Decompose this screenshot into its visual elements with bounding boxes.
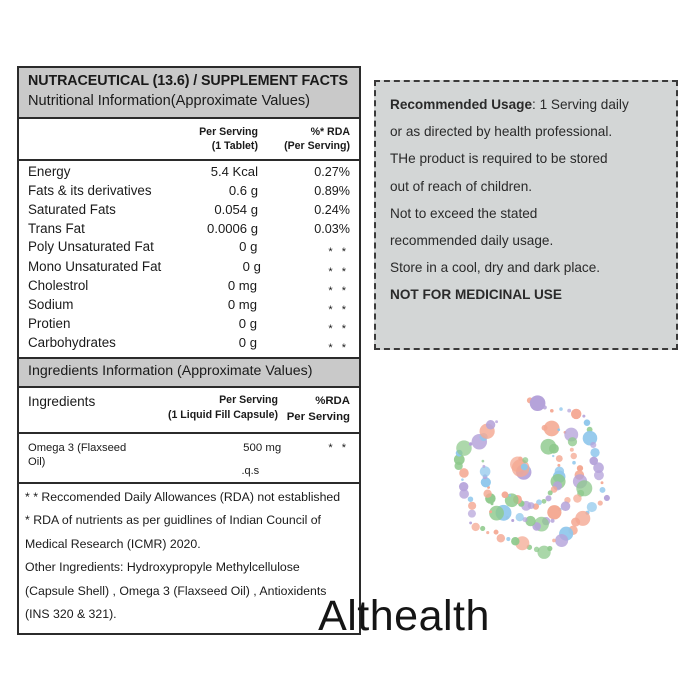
ingredients-header-rda-line1: %RDA bbox=[315, 394, 350, 407]
usage-line: THe product is required to be stored bbox=[390, 151, 608, 167]
nutrient-rda: 0.27% bbox=[314, 165, 350, 180]
ingredients-header-serving-line1: Per Serving bbox=[219, 393, 278, 406]
nutrient-rda: 0.24% bbox=[314, 202, 350, 217]
usage-line: or as directed by health professional. bbox=[390, 124, 613, 140]
nutrient-serving: 0.054 g bbox=[214, 201, 258, 217]
column-header-serving bbox=[154, 125, 258, 154]
footnote-line: Other Ingredients: Hydroxypropyle Methylcellulose bbox=[25, 560, 300, 575]
footnote-line: Medical Research (ICMR) 2020. bbox=[25, 536, 201, 551]
nutrient-rda: * * bbox=[328, 342, 349, 355]
usage-warning: NOT FOR MEDICINAL USE bbox=[390, 287, 562, 303]
table-row bbox=[28, 334, 350, 353]
column-header-name bbox=[28, 125, 154, 154]
nutrient-name: Sodium bbox=[28, 296, 74, 312]
ingredients-header-rda-line2: Per Serving bbox=[286, 411, 350, 424]
nutrient-rda: * * bbox=[328, 246, 349, 259]
nutrient-serving: 0 g bbox=[242, 258, 261, 274]
footnote-line: * * Reccomended Daily Allowances (RDA) not established bbox=[25, 489, 341, 504]
nutrient-rda: * * bbox=[328, 303, 349, 316]
usage-label: Recommended Usage bbox=[390, 97, 533, 112]
table-row bbox=[28, 181, 350, 200]
table-row bbox=[28, 238, 350, 257]
facts-title: NUTRACEUTICAL (13.6) / SUPPLEMENT FACTS bbox=[28, 73, 348, 89]
nutrition-column-header bbox=[19, 119, 359, 161]
column-header-rda bbox=[258, 125, 350, 154]
column-header-serving-line1: Per Serving bbox=[199, 126, 258, 139]
brand-name: Althealth bbox=[318, 592, 490, 640]
nutrient-rda: 0.89% bbox=[314, 184, 350, 199]
nutrient-serving: 5.4 Kcal bbox=[210, 164, 258, 180]
ingredients-header-serving-line2: (1 Liquid Fill Capsule) bbox=[167, 409, 278, 422]
nutrient-name: Cholestrol bbox=[28, 277, 89, 293]
ingredients-header-rda bbox=[278, 393, 350, 426]
nutrient-rda: * * bbox=[328, 265, 349, 278]
nutrient-name: Fats & its derivatives bbox=[28, 183, 152, 199]
ingredient-name: Omega 3 (Flaxseed Oil) bbox=[28, 441, 127, 469]
column-header-rda-line1: %* RDA bbox=[310, 126, 350, 139]
nutrient-rda: * * bbox=[328, 284, 349, 297]
ingredients-header-serving bbox=[128, 393, 278, 426]
usage-line: Store in a cool, dry and dark place. bbox=[390, 260, 601, 276]
hex-spiral-dots-icon bbox=[433, 392, 623, 564]
ingredient-serving-value: 500 mg bbox=[243, 441, 282, 454]
nutrient-serving: 0 g bbox=[239, 239, 258, 255]
table-row bbox=[28, 315, 350, 334]
usage-line: out of reach of children. bbox=[390, 178, 533, 194]
nutrient-serving: 0.6 g bbox=[228, 183, 258, 199]
nutrient-name: Mono Unsaturated Fat bbox=[28, 258, 162, 274]
nutrient-serving: 0 mg bbox=[227, 296, 257, 312]
nutrition-rows bbox=[19, 161, 359, 357]
nutrient-name: Energy bbox=[28, 164, 71, 180]
ingredients-label: Ingredients bbox=[28, 393, 96, 409]
nutrient-name: Trans Fat bbox=[28, 220, 85, 236]
footnote-line: * RDA of nutrients as per guidlines of Indian Council of bbox=[25, 513, 321, 528]
ingredients-header-band: Ingredients Information (Approximate Values) bbox=[19, 357, 359, 388]
facts-subtitle: Nutritional Information(Approximate Values) bbox=[28, 92, 310, 109]
usage-lead-line bbox=[390, 96, 663, 114]
nutrient-name: Protien bbox=[28, 316, 71, 332]
table-row bbox=[28, 257, 350, 276]
facts-header-band bbox=[19, 68, 359, 119]
table-row bbox=[28, 276, 350, 295]
usage-label-rest: : 1 Serving daily bbox=[532, 97, 629, 112]
ingredient-serving bbox=[140, 441, 281, 478]
nutrient-name: Carbohydrates bbox=[28, 335, 116, 351]
nutrient-serving: 0.0006 g bbox=[207, 220, 258, 236]
recommended-usage-box bbox=[374, 80, 678, 350]
footnote-line: (INS 320 & 321). bbox=[25, 607, 117, 622]
nutrient-name: Saturated Fats bbox=[28, 201, 116, 217]
ingredient-serving-qs: .q.s bbox=[241, 464, 260, 477]
nutrient-rda: * * bbox=[328, 323, 349, 336]
ingredient-row bbox=[19, 434, 359, 482]
nutrient-serving: 0 g bbox=[238, 316, 257, 332]
footnote-line: (Capsule Shell) , Omega 3 (Flaxseed Oil) , Antioxidents bbox=[25, 583, 327, 598]
nutrient-serving: 0 mg bbox=[227, 277, 257, 293]
table-row bbox=[28, 200, 350, 219]
ingredient-rda: * * bbox=[328, 441, 349, 454]
table-row bbox=[28, 219, 350, 238]
table-row bbox=[28, 295, 350, 314]
nutrient-rda: 0.03% bbox=[314, 221, 350, 236]
column-header-rda-line2: (Per Serving) bbox=[284, 140, 350, 153]
usage-line: recommended daily usage. bbox=[390, 232, 554, 248]
brand-logo bbox=[433, 392, 623, 564]
usage-line: Not to exceed the stated bbox=[390, 205, 538, 221]
column-header-serving-line2: (1 Tablet) bbox=[211, 140, 258, 153]
nutrient-serving: 0 g bbox=[238, 335, 257, 351]
nutrient-name: Poly Unsaturated Fat bbox=[28, 239, 154, 255]
brand-name-wrap bbox=[0, 592, 690, 641]
supplement-facts-panel bbox=[17, 66, 361, 635]
ingredients-column-header bbox=[19, 388, 359, 434]
table-row bbox=[28, 163, 350, 182]
